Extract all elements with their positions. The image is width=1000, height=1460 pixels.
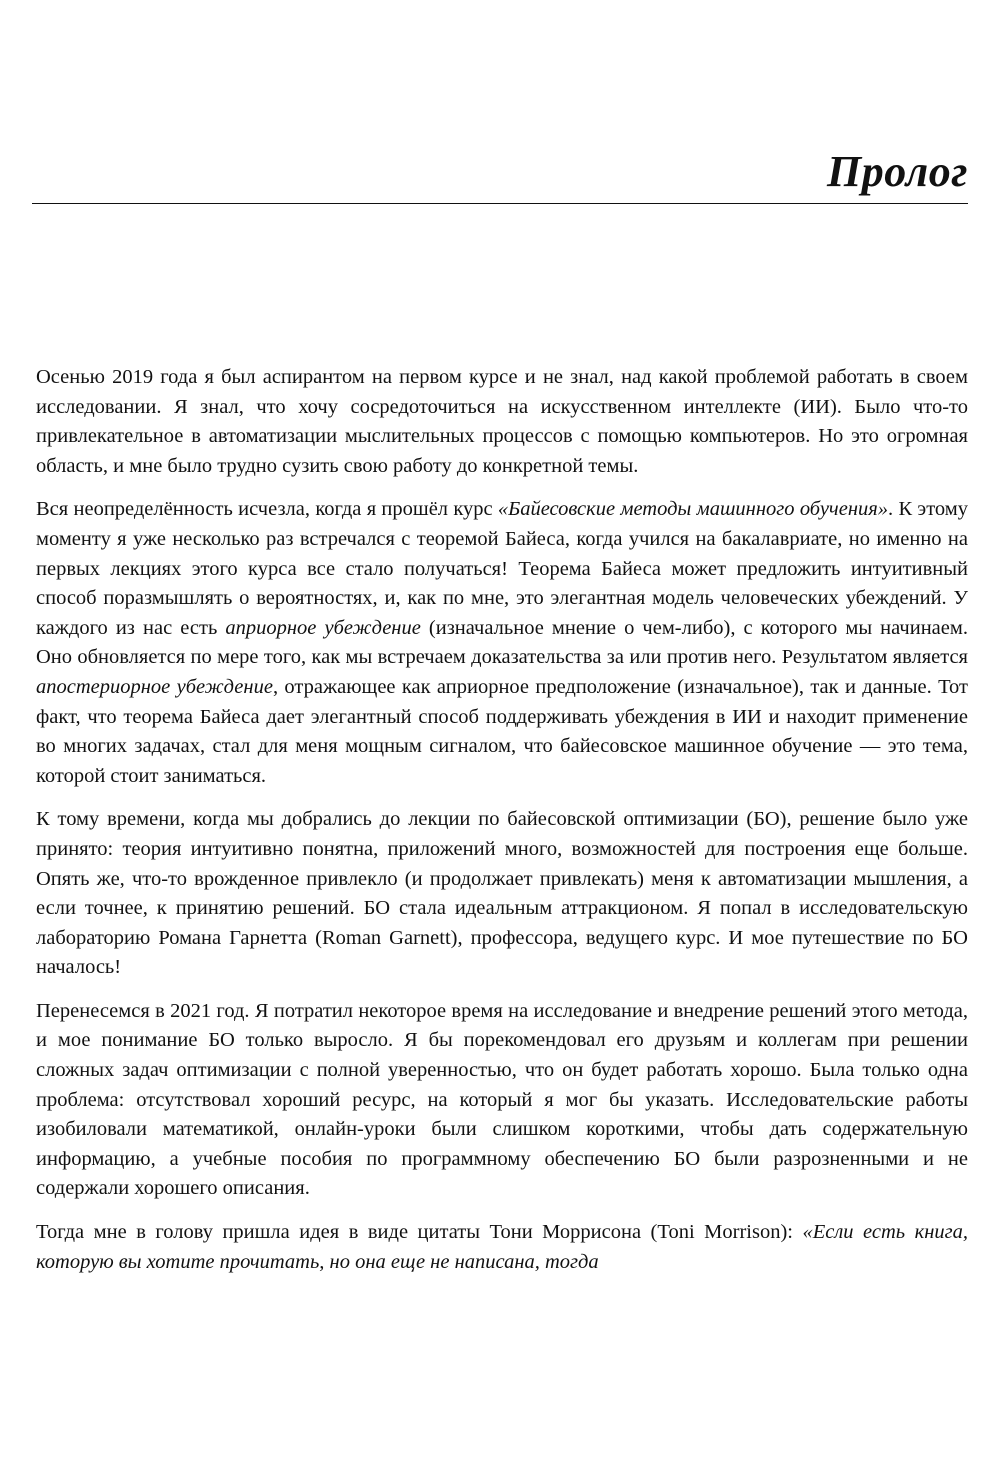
paragraph-1-text: Осенью 2019 года я был аспирантом на первом курсе и не знал, над какой проблемой работать в своем исследовании. Я знал, что хочу сосредоточиться на искусственном интеллекте (ИИ). Было что-то привлекательное в автоматизации мыслительных процессов с помощью компьютеров. Но это огромная область, и мне было трудно сузить свою работу до конкретной темы. — [36, 366, 968, 477]
paragraph-1 — [36, 363, 968, 481]
paragraph-5 — [36, 1218, 968, 1277]
paragraph-3 — [36, 805, 968, 983]
chapter-title: Пролог — [827, 147, 968, 196]
paragraph-2 — [36, 495, 968, 791]
paragraph-4-text: Перенесемся в 2021 год. Я потратил некоторое время на исследование и внедрение решений этого метода, и мое понимание БО только выросло. Я бы порекомендовал его друзьям и коллегам при решении сложных задач оптимизации с полной уверенностью, что он будет работать хорошо. Была только одна проблема: отсутствовал хороший ресурс, на который я мог бы указать. Исследовательские работы изобиловали математикой, онлайн-уроки были слишком короткими, чтобы дать содержательную информацию, а учебные пособия по программному обеспечению БО были разрозненными и не содержали хорошего описания. — [36, 999, 968, 1200]
morrison-quote: «Если есть книга, которую вы хотите прочитать, но она еще не написана, тогда — [36, 1221, 968, 1273]
course-title-emphasis: «Байесовские методы машинного обучения» — [497, 498, 889, 521]
prior-belief-term: априорное убеждение — [225, 616, 421, 639]
chapter-body — [36, 363, 968, 1291]
posterior-belief-term: апостериорное убеждение — [36, 675, 273, 698]
paragraph-2-text-a: Вся неопределённость исчезла, когда я прошёл курс — [36, 498, 498, 521]
paragraph-2-text-e: (изначальное мнение о чем-либо), с которого мы начинаем. Оно обновляется по мере того, как мы встречаем доказательства за или против него. Результатом является — [36, 616, 968, 669]
paragraph-2-text-c: . К этому моменту я уже несколько раз встречался с теоремой Байеса, когда учился на бакалавриате, но именно на первых лекциях этого курса все стало получаться! Теорема Байеса может предложить интуитивный способ поразмышлять о вероятностях, и, как по мне, это элегантная модель человеческих убеждений. У каждого из нас есть — [36, 498, 968, 639]
paragraph-4 — [36, 997, 968, 1204]
paragraph-5-text-a: Тогда мне в голову пришла идея в виде цитаты Тони Моррисона (Toni Morrison): — [36, 1221, 803, 1244]
paragraph-2-text-g: , отражающее как априорное предположение (изначальное), так и данные. Тот факт, что теорема Байеса дает элегантный способ поддерживать убеждения в ИИ и находит применение во многих задачах, стал для меня мощным сигналом, что байесовское машинное обучение — это тема, которой стоит заниматься. — [36, 675, 968, 787]
paragraph-3-text: К тому времени, когда мы добрались до лекции по байесовской оптимизации (БО), решение было уже принято: теория интуитивно понятна, приложений много, возможностей для построения еще больше. Опять же, что-то врожденное привлекло (и продолжает привлекать) меня к автоматизации мышления, а если точнее, к принятию решений. БО стала идеальным аттракционом. Я попал в исследовательскую лабораторию Романа Гарнетта (Roman Garnett), профессора, ведущего курс. И мое путешествие по БО началось! — [36, 808, 968, 979]
title-divider — [32, 203, 968, 204]
